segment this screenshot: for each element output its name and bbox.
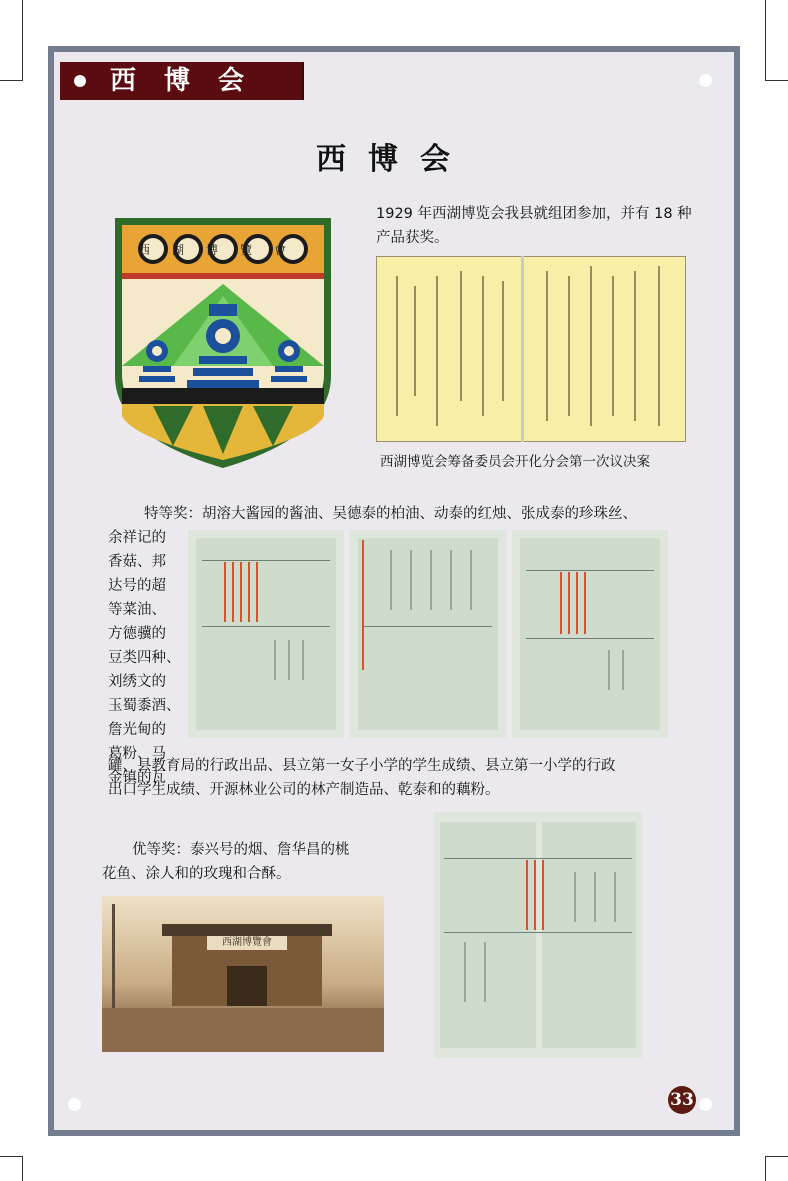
crop-mark-bottom-left — [0, 1156, 23, 1181]
ledger-photo — [188, 530, 344, 738]
special-award-line: 出口学生成绩、开源林业公司的林产制造品、乾泰和的藕粉。 — [108, 782, 500, 798]
section-header-label: 西博会 — [110, 66, 273, 96]
special-award-line: 罐、县教育局的行政出品、县立第一女子小学的学生成绩、县立第一小学的行政 — [108, 758, 616, 774]
excellent-award-line: 优等奖：泰兴号的烟、詹华昌的桃 — [132, 842, 350, 858]
crop-mark-top-left — [0, 0, 23, 81]
special-award-side-text: 余祥记的 香菇、邦 达号的超 等菜油、 方德骥的 豆类四种、 刘绣文的 玉蜀黍酒、 詹光甸的 葛粉、马 金镇的瓦 — [108, 530, 181, 786]
content-panel — [54, 52, 734, 1130]
ledger-photo — [512, 530, 668, 738]
corner-dot-icon — [699, 1098, 712, 1111]
corner-dot-icon — [68, 1098, 81, 1111]
crop-mark-top-right — [765, 0, 788, 81]
page-title: 西博会 — [316, 142, 472, 177]
gate-sign: 西湖博覽會 — [207, 936, 287, 950]
expo-gate-photo — [102, 896, 384, 1052]
section-header — [60, 62, 304, 100]
corner-dot-icon — [699, 74, 712, 87]
page-frame — [48, 46, 740, 1136]
handwritten-document-photo — [376, 256, 686, 442]
ledger-photo — [350, 530, 506, 738]
header-dot-icon — [74, 75, 86, 87]
excellent-award-line: 花鱼、涂人和的玫瑰和合酥。 — [102, 866, 291, 882]
badge-text: 西湖博覽會 — [137, 243, 309, 257]
ledger-photo — [434, 812, 642, 1058]
page-number: 33 — [668, 1086, 696, 1114]
document-caption: 西湖博览会筹备委员会开化分会第一次议决案 — [380, 454, 650, 470]
expo-badge-image — [113, 216, 333, 470]
intro-paragraph: 1929 年西湖博览会我县就组团参加，并有 18 种产品获奖。 — [376, 206, 692, 246]
crop-mark-bottom-right — [765, 1156, 788, 1181]
special-award-line: 特等奖：胡溶大酱园的酱油、吴德泰的柏油、动泰的红烛、张成泰的珍珠丝、 — [144, 506, 637, 522]
